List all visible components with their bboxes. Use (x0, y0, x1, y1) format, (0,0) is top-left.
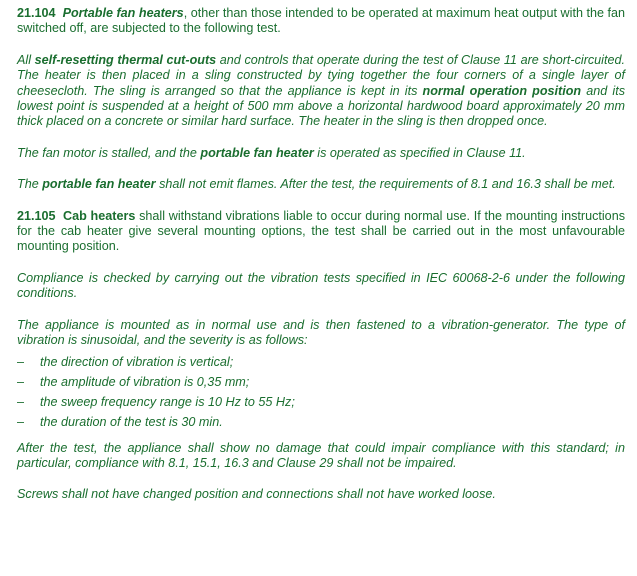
dash-bullet: – (17, 415, 25, 430)
document-page (17, 6, 625, 503)
dash-bullet: – (17, 374, 25, 389)
vibration-conditions-list (17, 355, 625, 431)
text-run: The (17, 177, 43, 192)
defined-term: self-resetting thermal cut-outs (34, 52, 217, 67)
list-item-text: the amplitude of vibration is 0,35 mm; (40, 374, 250, 389)
dash-bullet: – (17, 354, 25, 369)
list-item-text: the duration of the test is 30 min. (40, 415, 223, 430)
clause-number: 21.104 (17, 6, 56, 20)
list-item (17, 375, 625, 390)
requirement-paragraph (17, 177, 625, 192)
clause-21-105-paragraph (17, 209, 625, 255)
after-test-paragraph: After the test, the appliance shall show no damage that could impair compliance with this standard; in particular, compliance with 8.1, 15.1, 16.3 and Clause 29 shall not be impaired. (17, 440, 625, 470)
clause-text: , other than those intended to be operated at maximum heat output with the fan switched off, are subjected to the following test. (17, 6, 625, 36)
compliance-paragraph: Compliance is checked by carrying out the vibration tests specified in IEC 60068-2-6 under the following conditions. (17, 270, 625, 301)
fan-motor-paragraph (17, 146, 625, 161)
defined-term: normal operation position (422, 83, 582, 98)
defined-term: portable fan heater (42, 177, 156, 192)
defined-term: Cab heaters (63, 208, 136, 223)
test-procedure-paragraph (17, 53, 625, 130)
text-run: All (17, 52, 35, 67)
list-item (17, 355, 625, 370)
text-run: The fan motor is stalled, and the (17, 145, 201, 160)
list-item (17, 415, 625, 430)
defined-term: portable fan heater (200, 145, 314, 160)
screws-paragraph: Screws shall not have changed position and connections shall not have worked loose. (17, 487, 496, 502)
mounting-paragraph: The appliance is mounted as in normal use and is then fastened to a vibration-generator. The type of vibration is sinusoidal, and the severity is as follows: (17, 317, 625, 348)
defined-term: Portable fan heaters (62, 6, 184, 20)
list-item-text: the direction of vibration is vertical; (40, 354, 234, 369)
text-run: and controls that operate during the test of Clause 11 are short-circuited. The heater is then placed in a sling constructed by tying together the four corners of a single layer of cheesecloth. The sling is arranged so that the appliance is kept in its (17, 52, 625, 98)
text-run: is operated as specified in Clause 11. (313, 145, 526, 160)
clause-number: 21.105 (17, 208, 56, 223)
clause-21-104-paragraph (17, 6, 625, 37)
list-item (17, 395, 625, 410)
text-run: and its lowest point is suspended at a height of 500 mm above a horizontal hardwood board approximately 20 mm thick placed on a concrete or similar hard surface. The heater in the sling is then dropped once. (17, 83, 625, 129)
list-item-text: the sweep frequency range is 10 Hz to 55 Hz; (40, 394, 295, 409)
dash-bullet: – (17, 394, 25, 409)
text-run: shall not emit flames. After the test, the requirements of 8.1 and 16.3 shall be met. (155, 177, 616, 192)
clause-text: shall withstand vibrations liable to occur during normal use. If the mounting instructions for the cab heater give several mounting options, the test shall be carried out in the most unfavourable mounting position. (17, 208, 625, 254)
